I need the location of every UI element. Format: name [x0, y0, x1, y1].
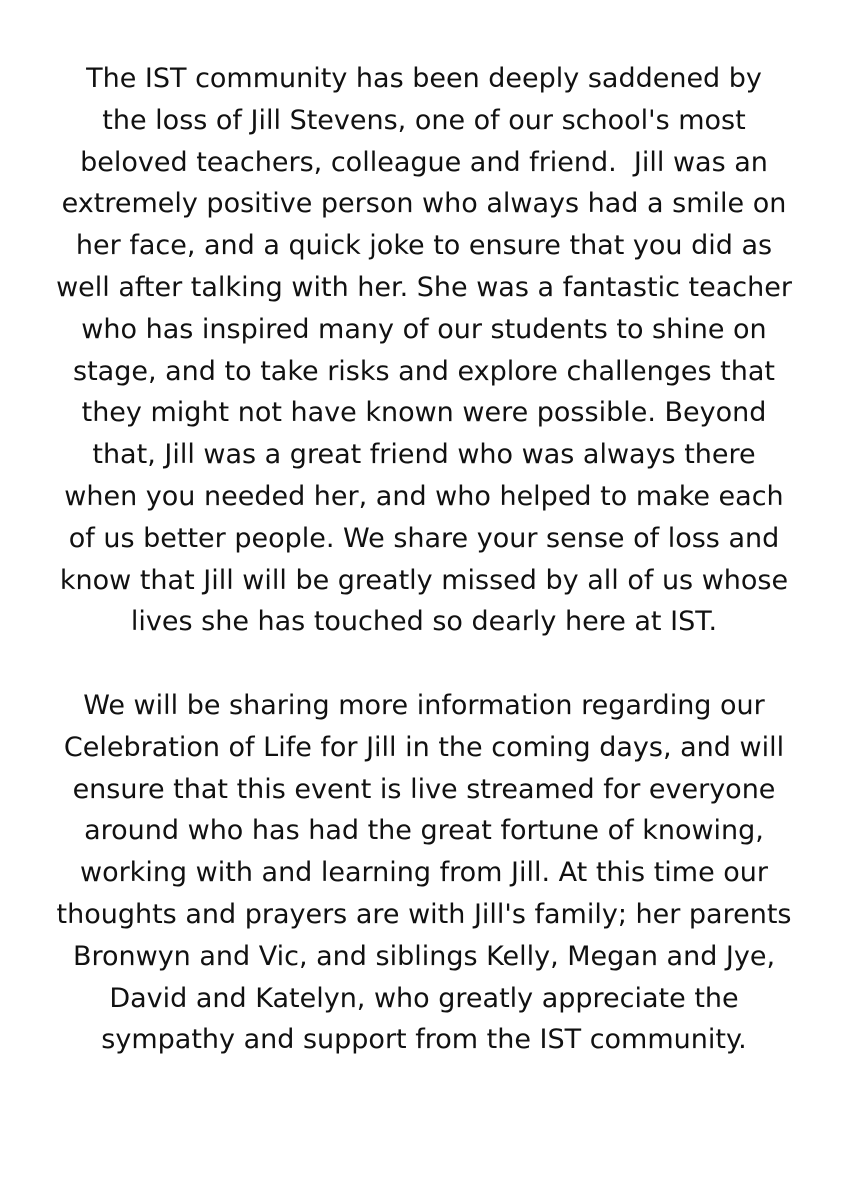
paragraph-spacer — [20, 643, 828, 685]
text-line: thoughts and prayers are with Jill's family; her parents — [56, 898, 792, 930]
text-line: The IST community has been deeply saddened by — [86, 63, 762, 94]
text-line: well after talking with her. She was a fantastic teacher — [56, 271, 792, 303]
text-line: around who has had the great fortune of knowing, — [84, 815, 764, 847]
text-line: David and Katelyn, who greatly appreciate the — [109, 982, 739, 1014]
condolence-paragraph — [20, 58, 828, 643]
text-line: working with and learning from Jill. At this time our — [79, 857, 769, 889]
text-line: ensure that this event is live streamed for everyone — [72, 773, 776, 805]
text-line: sympathy and support from the IST community. — [101, 1024, 747, 1056]
text-line: Celebration of Life for Jill in the coming days, and will — [63, 731, 785, 763]
text-line: of us better people. We share your sense of loss and — [68, 522, 780, 554]
text-line: lives she has touched so dearly here at IST. — [130, 606, 718, 638]
text-line: beloved teachers, colleague and friend. Jill was an — [80, 146, 768, 178]
text-line: her face, and a quick joke to ensure that you did as — [75, 230, 773, 262]
text-line: know that Jill will be greatly missed by all of us whose — [59, 564, 789, 596]
text-line: Bronwyn and Vic, and siblings Kelly, Megan and Jye, — [72, 940, 776, 972]
text-line: when you needed her, and who helped to make each — [64, 480, 784, 512]
text-line: who has inspired many of our students to shine on — [81, 313, 767, 345]
text-line: that, Jill was a great friend who was always there — [92, 439, 756, 471]
text-line: they might not have known were possible. Beyond — [81, 397, 767, 429]
text-line: We will be sharing more information regarding our — [83, 689, 765, 721]
text-line: extremely positive person who always had a smile on — [61, 188, 787, 220]
text-line: stage, and to take risks and explore challenges that — [73, 355, 775, 387]
text-line: the loss of Jill Stevens, one of our school's most — [102, 104, 746, 136]
celebration-paragraph — [20, 685, 828, 1061]
